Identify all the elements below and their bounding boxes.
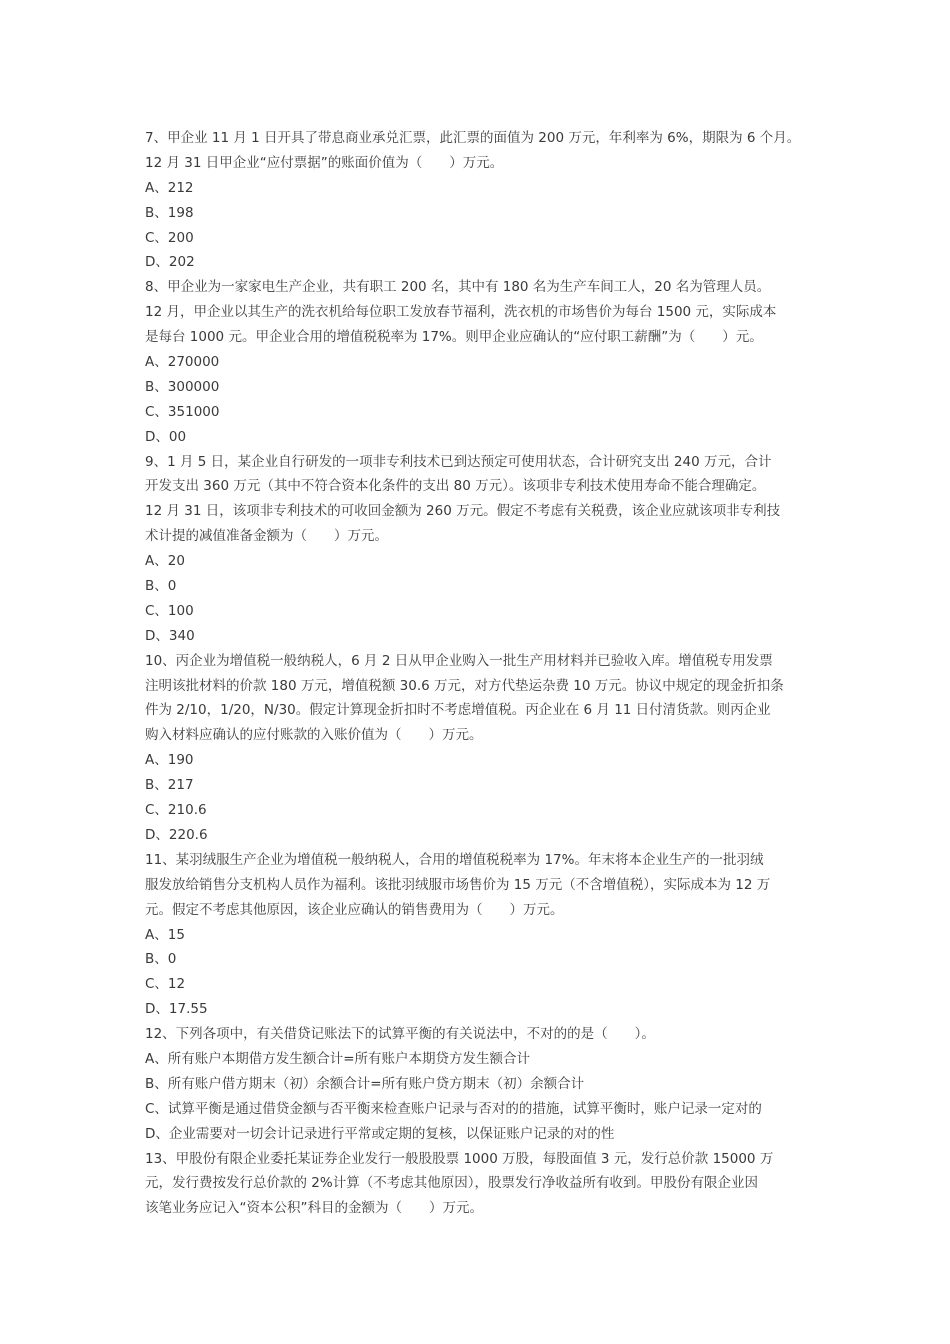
- text-line: 件为 2/10，1/20，N/30。假定计算现金折扣时不考虑增值税。丙企业在 6 月 11 日付清货款。则丙企业: [145, 702, 771, 719]
- text-line: D、00: [145, 428, 187, 445]
- text-line: D、340: [145, 627, 195, 644]
- text-line: 该笔业务应记入“资本公积”科目的金额为（ ）万元。: [145, 1200, 483, 1217]
- text-line: B、300000: [145, 378, 220, 395]
- text-line: 12 月，甲企业以其生产的洗衣机给每位职工发放春节福利，洗衣机的市场售价为每台 1500 元，实际成本: [145, 304, 777, 321]
- text-line: 12 月 31 日，该项非专利技术的可收回金额为 260 万元。假定不考虑有关税费，该企业应就该项非专利技: [145, 503, 781, 520]
- text-line: 开发支出 360 万元（其中不符合资本化条件的支出 80 万元）。该项非专利技术使用寿命不能合理确定。: [145, 478, 766, 495]
- text-line: 8、甲企业为一家家电生产企业，共有职工 200 名，其中有 180 名为生产车间工人，20 名为管理人员。: [145, 279, 771, 296]
- text-line: A、190: [145, 752, 194, 769]
- text-line: B、198: [145, 204, 194, 221]
- text-line: B、0: [145, 951, 177, 968]
- text-line: 注明该批材料的价款 180 万元，增值税额 30.6 万元，对方代垫运杂费 10 万元。协议中规定的现金折扣条: [145, 677, 784, 694]
- text-line: A、270000: [145, 354, 220, 371]
- text-line: D、220.6: [145, 826, 208, 843]
- text-line: 术计提的减值准备金额为（ ）万元。: [145, 528, 388, 545]
- text-line: C、210.6: [145, 802, 207, 819]
- text-line: 10、丙企业为增值税一般纳税人，6 月 2 日从甲企业购入一批生产用材料并已验收入库。增值税专用发票: [145, 652, 773, 669]
- text-line: 11、某羽绒服生产企业为增值税一般纳税人，合用的增值税税率为 17%。年末将本企业生产的一批羽绒: [145, 851, 764, 868]
- text-line: 服发放给销售分支机构人员作为福利。该批羽绒服市场售价为 15 万元（不含增值税），实际成本为 12 万: [145, 876, 771, 893]
- text-line: B、所有账户借方期末（初）余额合计=所有账户贷方期末（初）余额合计: [145, 1075, 585, 1092]
- text-line: 9、1 月 5 日，某企业自行研发的一项非专利技术已到达预定可使用状态，合计研究支出 240 万元，合计: [145, 453, 772, 470]
- text-line: C、200: [145, 229, 194, 246]
- text-line: 购入材料应确认的应付账款的入账价值为（ ）万元。: [145, 727, 483, 744]
- text-line: 是每台 1000 元。甲企业合用的增值税税率为 17%。则甲企业应确认的“应付职工薪酬”为（ ）元。: [145, 329, 763, 346]
- text-line: A、所有账户本期借方发生额合计=所有账户本期贷方发生额合计: [145, 1050, 531, 1067]
- text-line: 13、甲股份有限企业委托某证券企业发行一般股股票 1000 万股，每股面值 3 元，发行总价款 15000 万: [145, 1150, 774, 1167]
- text-line: 元。假定不考虑其他原因，该企业应确认的销售费用为（ ）万元。: [145, 901, 564, 918]
- text-line: C、351000: [145, 403, 220, 420]
- text-line: 12 月 31 日甲企业“应付票据”的账面价值为（ ）万元。: [145, 154, 504, 171]
- text-line: B、0: [145, 578, 177, 595]
- text-line: D、202: [145, 254, 195, 271]
- text-line: C、100: [145, 602, 194, 619]
- text-line: B、217: [145, 777, 194, 794]
- text-line: D、企业需要对一切会计记录进行平常或定期的复核，以保证账户记录的对的性: [145, 1125, 615, 1142]
- text-line: D、17.55: [145, 1001, 208, 1018]
- text-line: A、15: [145, 926, 185, 943]
- text-line: C、试算平衡是通过借贷金额与否平衡来检查账户记录与否对的的措施，试算平衡时，账户记录一定对的: [145, 1100, 762, 1117]
- text-line: A、212: [145, 179, 194, 196]
- question-text-block: [145, 126, 815, 1221]
- text-line: 12、下列各项中，有关借贷记账法下的试算平衡的有关说法中，不对的的是（ ）。: [145, 1026, 655, 1043]
- text-line: A、20: [145, 553, 185, 570]
- text-line: 元，发行费按发行总价款的 2%计算（不考虑其他原因），股票发行净收益所有收到。甲股份有限企业因: [145, 1175, 758, 1192]
- text-line: C、12: [145, 976, 186, 993]
- text-line: 7、甲企业 11 月 1 日开具了带息商业承兑汇票，此汇票的面值为 200 万元，年利率为 6%，期限为 6 个月。: [145, 130, 801, 146]
